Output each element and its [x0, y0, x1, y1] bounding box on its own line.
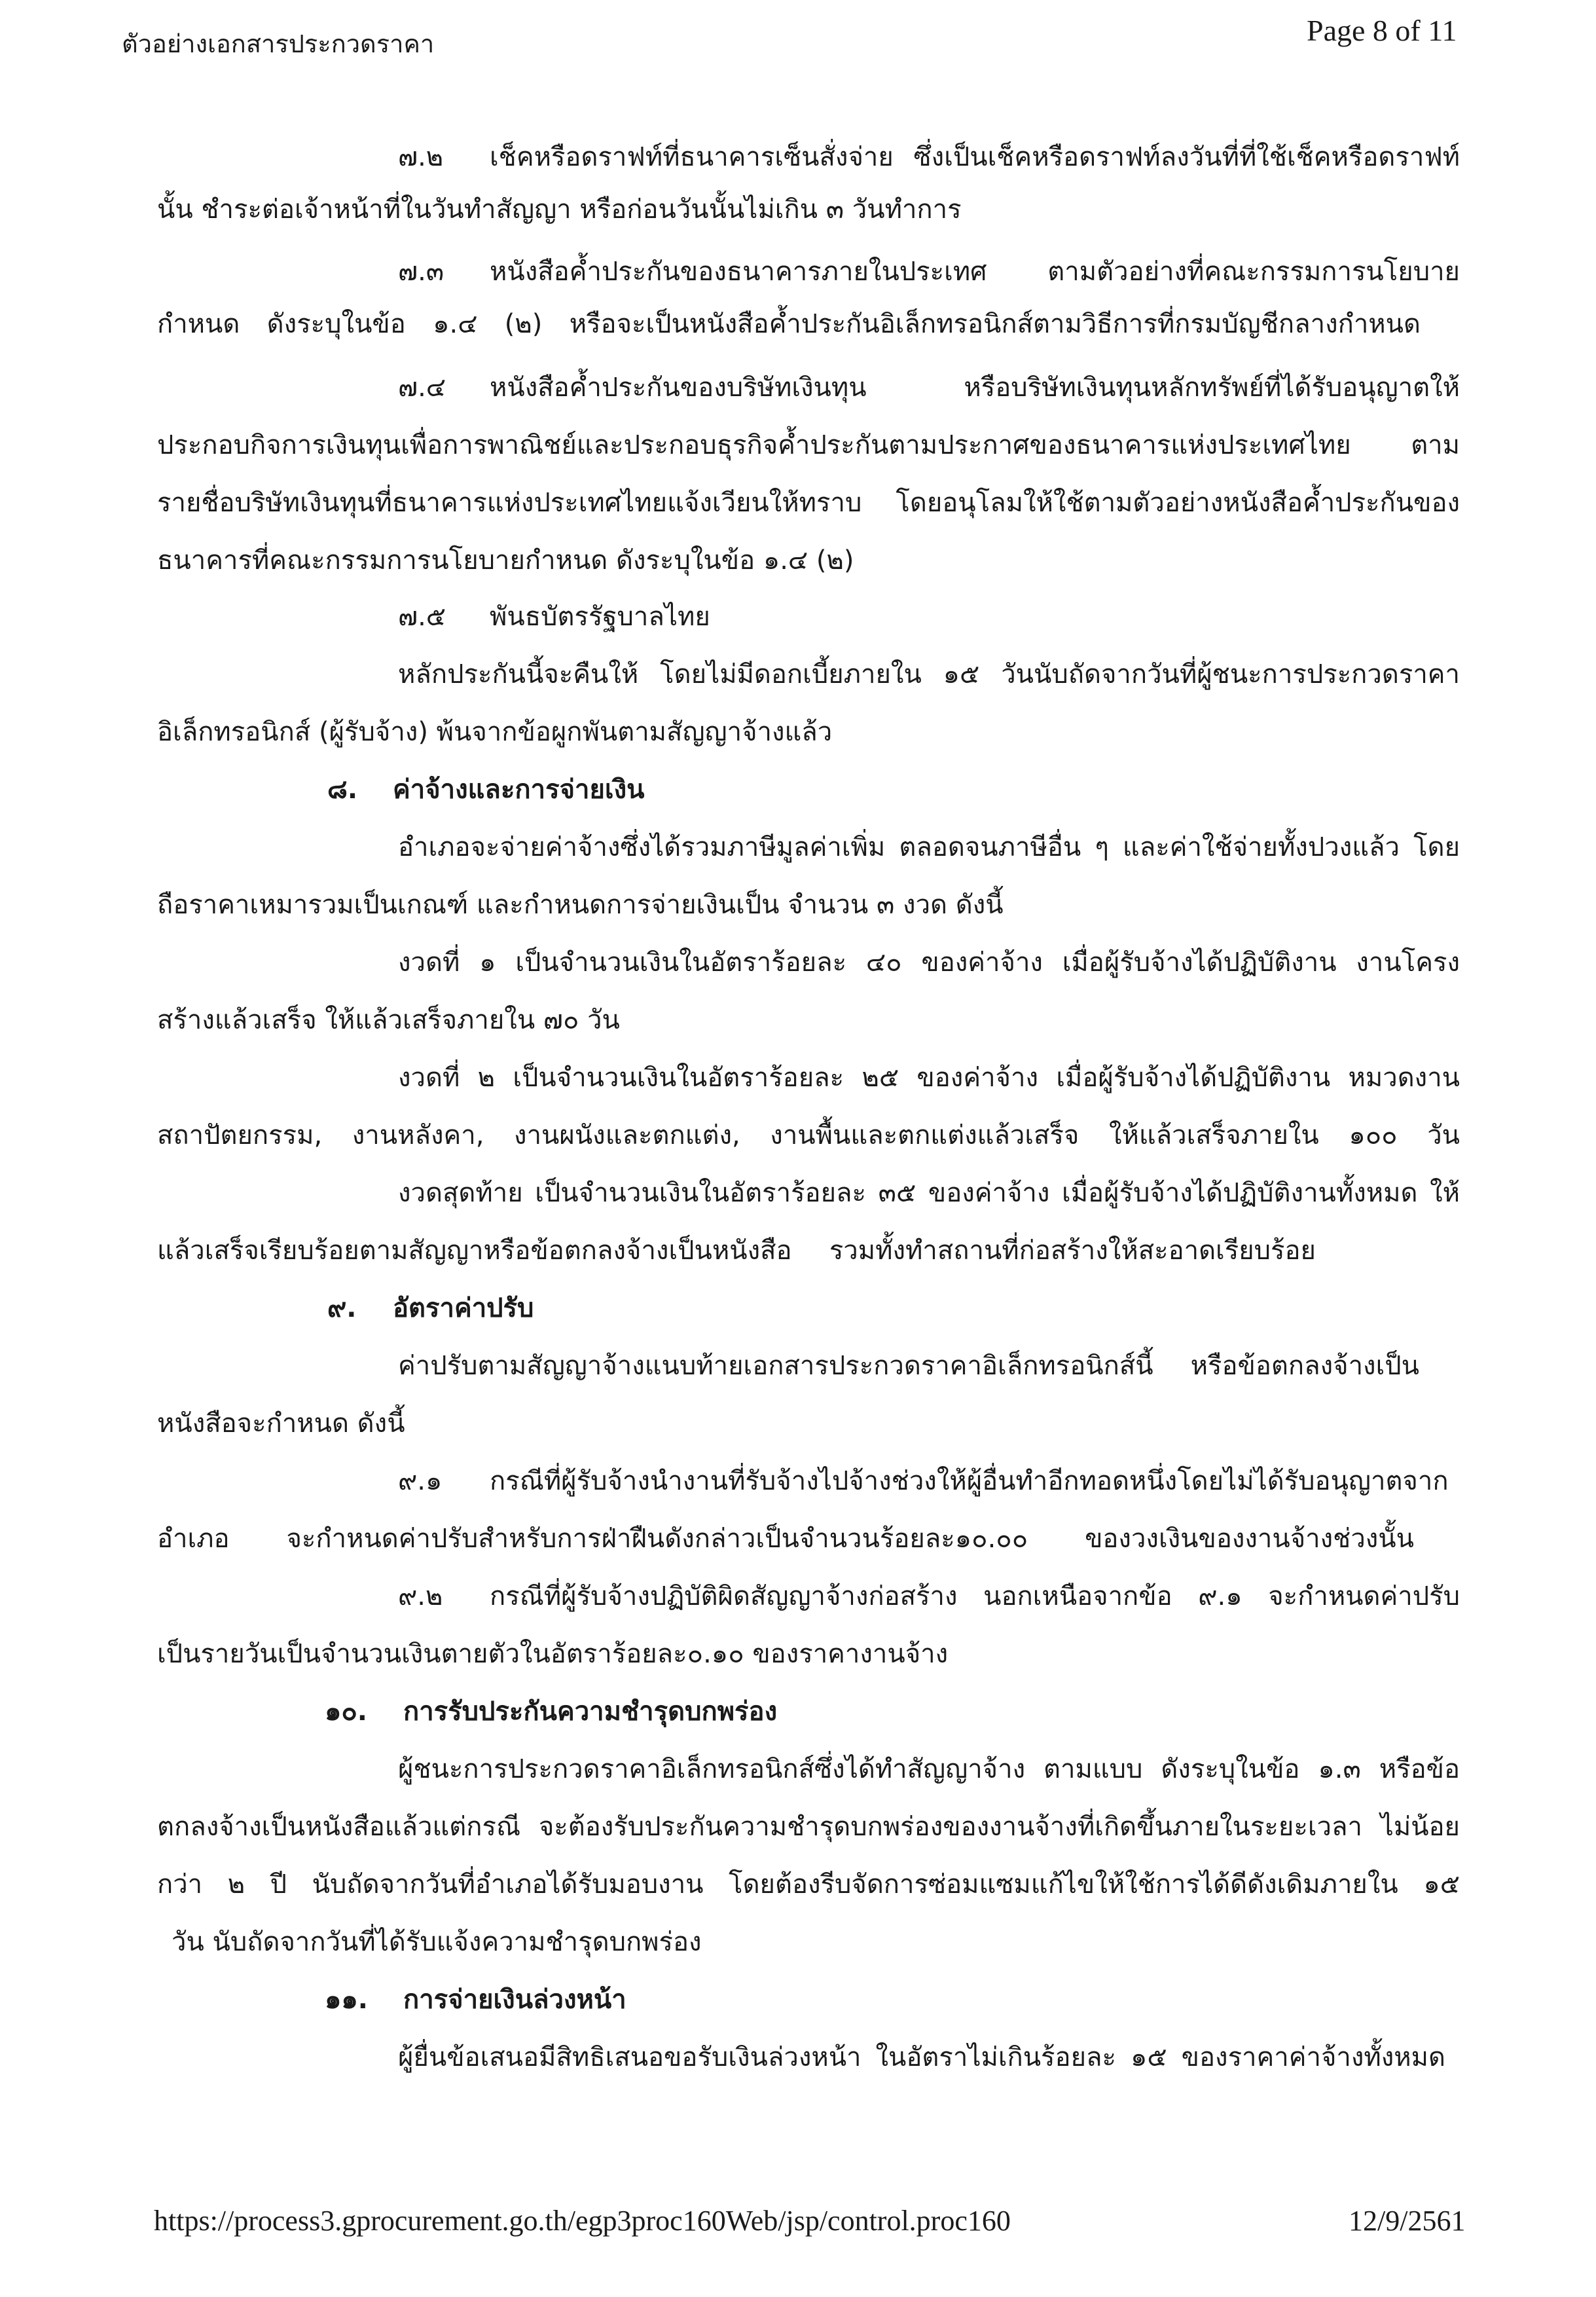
body-line: นั้น ชำระต่อเจ้าหน้าที่ในวันทำสัญญา หรือก่อนวันนั้นไม่เกิน ๓ วันทำการ — [157, 194, 962, 225]
body-line: กว่า ๒ ปี นับถัดจากวันที่อำเภอได้รับมอบงาน โดยต้องรีบจัดการซ่อมแซมแก้ไขให้ใช้การได้ดีดังเดิมภายใน ๑๕ — [157, 1869, 1460, 1900]
body-line: กรณีที่ผู้รับจ้างนำงานที่รับจ้างไปจ้างช่วงให้ผู้อื่นทำอีกทอดหนึ่งโดยไม่ได้รับอนุญาตจาก — [490, 1466, 1449, 1496]
body-line: อำเภอ จะกำหนดค่าปรับสำหรับการฝ่าฝืนดังกล่าวเป็นจำนวนร้อยละ๑๐.๐๐ ของวงเงินของงานจ้างช่วงนั้น — [157, 1524, 1414, 1554]
body-line: พันธบัตรรัฐบาลไทย — [490, 602, 710, 632]
section-number: ๘. — [327, 775, 358, 805]
body-line: วัน นับถัดจากวันที่ได้รับแจ้งความชำรุดบกพร่อง — [172, 1927, 702, 1957]
body-line: แล้วเสร็จเรียบร้อยตามสัญญาหรือข้อตกลงจ้างเป็นหนังสือ รวมทั้งทำสถานที่ก่อสร้างให้สะอาดเรียบร้อย — [157, 1236, 1316, 1266]
clause-number: ๗.๓ — [398, 257, 444, 287]
body-line: เป็นรายวันเป็นจำนวนเงินตายตัวในอัตราร้อยละ๐.๑๐ ของราคางานจ้าง — [157, 1639, 949, 1669]
body-line: ค่าปรับตามสัญญาจ้างแนบท้ายเอกสารประกวดราคาอิเล็กทรอนิกส์นี้ หรือข้อตกลงจ้างเป็น — [398, 1351, 1419, 1381]
body-line: กำหนด ดังระบุในข้อ ๑.๔ (๒) หรือจะเป็นหนังสือค้ำประกันอิเล็กทรอนิกส์ตามวิธีการที่กรมบัญชีกลางกำหนด — [157, 309, 1421, 339]
body-line: สร้างแล้วเสร็จ ให้แล้วเสร็จภายใน ๗๐ วัน — [157, 1005, 620, 1035]
page-number: Page 8 of 11 — [1307, 14, 1457, 47]
body-line: ผู้ชนะการประกวดราคาอิเล็กทรอนิกส์ซึ่งได้ทำสัญญาจ้าง ตามแบบ ดังระบุในข้อ ๑.๓ หรือข้อ — [398, 1754, 1460, 1784]
body-line: อำเภอจะจ่ายค่าจ้างซึ่งได้รวมภาษีมูลค่าเพิ่ม ตลอดจนภาษีอื่น ๆ และค่าใช้จ่ายทั้งปวงแล้ว โดย — [398, 832, 1460, 862]
body-line: หนังสือค้ำประกันของธนาคารภายในประเทศ ตามตัวอย่างที่คณะกรรมการนโยบาย — [490, 257, 1460, 287]
section-number: ๙. — [327, 1293, 357, 1323]
clause-number: ๗.๒ — [398, 142, 444, 172]
section-heading: อัตราค่าปรับ — [393, 1293, 534, 1323]
body-line: อิเล็กทรอนิกส์ (ผู้รับจ้าง) พ้นจากข้อผูกพันตามสัญญาจ้างแล้ว — [157, 717, 833, 747]
body-line: หนังสือค้ำประกันของบริษัทเงินทุน หรือบริษัทเงินทุนหลักทรัพย์ที่ได้รับอนุญาตให้ — [490, 373, 1460, 403]
body-line: ถือราคาเหมารวมเป็นเกณฑ์ และกำหนดการจ่ายเงินเป็น จำนวน ๓ งวด ดังนี้ — [157, 890, 1004, 920]
footer-date: 12/9/2561 — [1349, 2205, 1466, 2237]
section-heading: ค่าจ้างและการจ่ายเงิน — [393, 775, 645, 805]
body-line: ผู้ยื่นข้อเสนอมีสิทธิเสนอขอรับเงินล่วงหน้า ในอัตราไม่เกินร้อยละ ๑๕ ของราคาค่าจ้างทั้งหมด — [398, 2042, 1445, 2072]
body-line: ธนาคารที่คณะกรรมการนโยบายกำหนด ดังระบุในข้อ ๑.๔ (๒) — [157, 545, 854, 576]
clause-number: ๙.๒ — [398, 1581, 443, 1611]
body-line: หลักประกันนี้จะคืนให้ โดยไม่มีดอกเบี้ยภายใน ๑๕ วันนับถัดจากวันที่ผู้ชนะการประกวดราคา — [398, 659, 1460, 689]
body-line: งวดที่ ๒ เป็นจำนวนเงินในอัตราร้อยละ ๒๕ ของค่าจ้าง เมื่อผู้รับจ้างได้ปฏิบัติงาน หมวดงาน — [398, 1063, 1460, 1093]
body-line: งวดที่ ๑ เป็นจำนวนเงินในอัตราร้อยละ ๔๐ ของค่าจ้าง เมื่อผู้รับจ้างได้ปฏิบัติงาน งานโครง — [398, 947, 1460, 978]
body-line: งวดสุดท้าย เป็นจำนวนเงินในอัตราร้อยละ ๓๕ ของค่าจ้าง เมื่อผู้รับจ้างได้ปฏิบัติงานทั้งหมด ให้ — [398, 1178, 1460, 1208]
clause-number: ๗.๕ — [398, 602, 446, 632]
footer-url: https://process3.gprocurement.go.th/egp3proc160Web/jsp/control.proc160 — [154, 2205, 1011, 2237]
clause-number: ๗.๔ — [398, 373, 446, 403]
section-number: ๑๑. — [325, 1985, 368, 2015]
clause-number: ๙.๑ — [398, 1466, 443, 1496]
document-title: ตัวอย่างเอกสารประกวดราคา — [122, 29, 435, 58]
body-line: ตกลงจ้างเป็นหนังสือแล้วแต่กรณี จะต้องรับประกันความชำรุดบกพร่องของงานจ้างที่เกิดขึ้นภายในระยะเวลา ไม่น้อย — [157, 1812, 1460, 1842]
body-line: เช็คหรือดราฟท์ที่ธนาคารเซ็นสั่งจ่าย ซึ่งเป็นเช็คหรือดราฟท์ลงวันที่ที่ใช้เช็คหรือดราฟท์ — [490, 142, 1460, 172]
section-heading: การจ่ายเงินล่วงหน้า — [403, 1985, 626, 2015]
body-line: สถาปัตยกรรม, งานหลังคา, งานผนังและตกแต่ง, งานพื้นและตกแต่งแล้วเสร็จ ให้แล้วเสร็จภายใน ๑๐๐ วัน — [157, 1120, 1460, 1150]
section-heading: การรับประกันความชำรุดบกพร่อง — [403, 1697, 778, 1727]
body-line: รายชื่อบริษัทเงินทุนที่ธนาคารแห่งประเทศไทยแจ้งเวียนให้ทราบ โดยอนุโลมให้ใช้ตามตัวอย่างหนังสือค้ำประกันของ — [157, 488, 1460, 518]
section-number: ๑๐. — [325, 1697, 367, 1727]
body-line: ประกอบกิจการเงินทุนเพื่อการพาณิชย์และประกอบธุรกิจค้ำประกันตามประกาศของธนาคารแห่งประเทศไทย ตาม — [157, 430, 1460, 460]
body-line: หนังสือจะกำหนด ดังนี้ — [157, 1408, 405, 1439]
body-line: กรณีที่ผู้รับจ้างปฏิบัติผิดสัญญาจ้างก่อสร้าง นอกเหนือจากข้อ ๙.๑ จะกำหนดค่าปรับ — [490, 1581, 1460, 1611]
